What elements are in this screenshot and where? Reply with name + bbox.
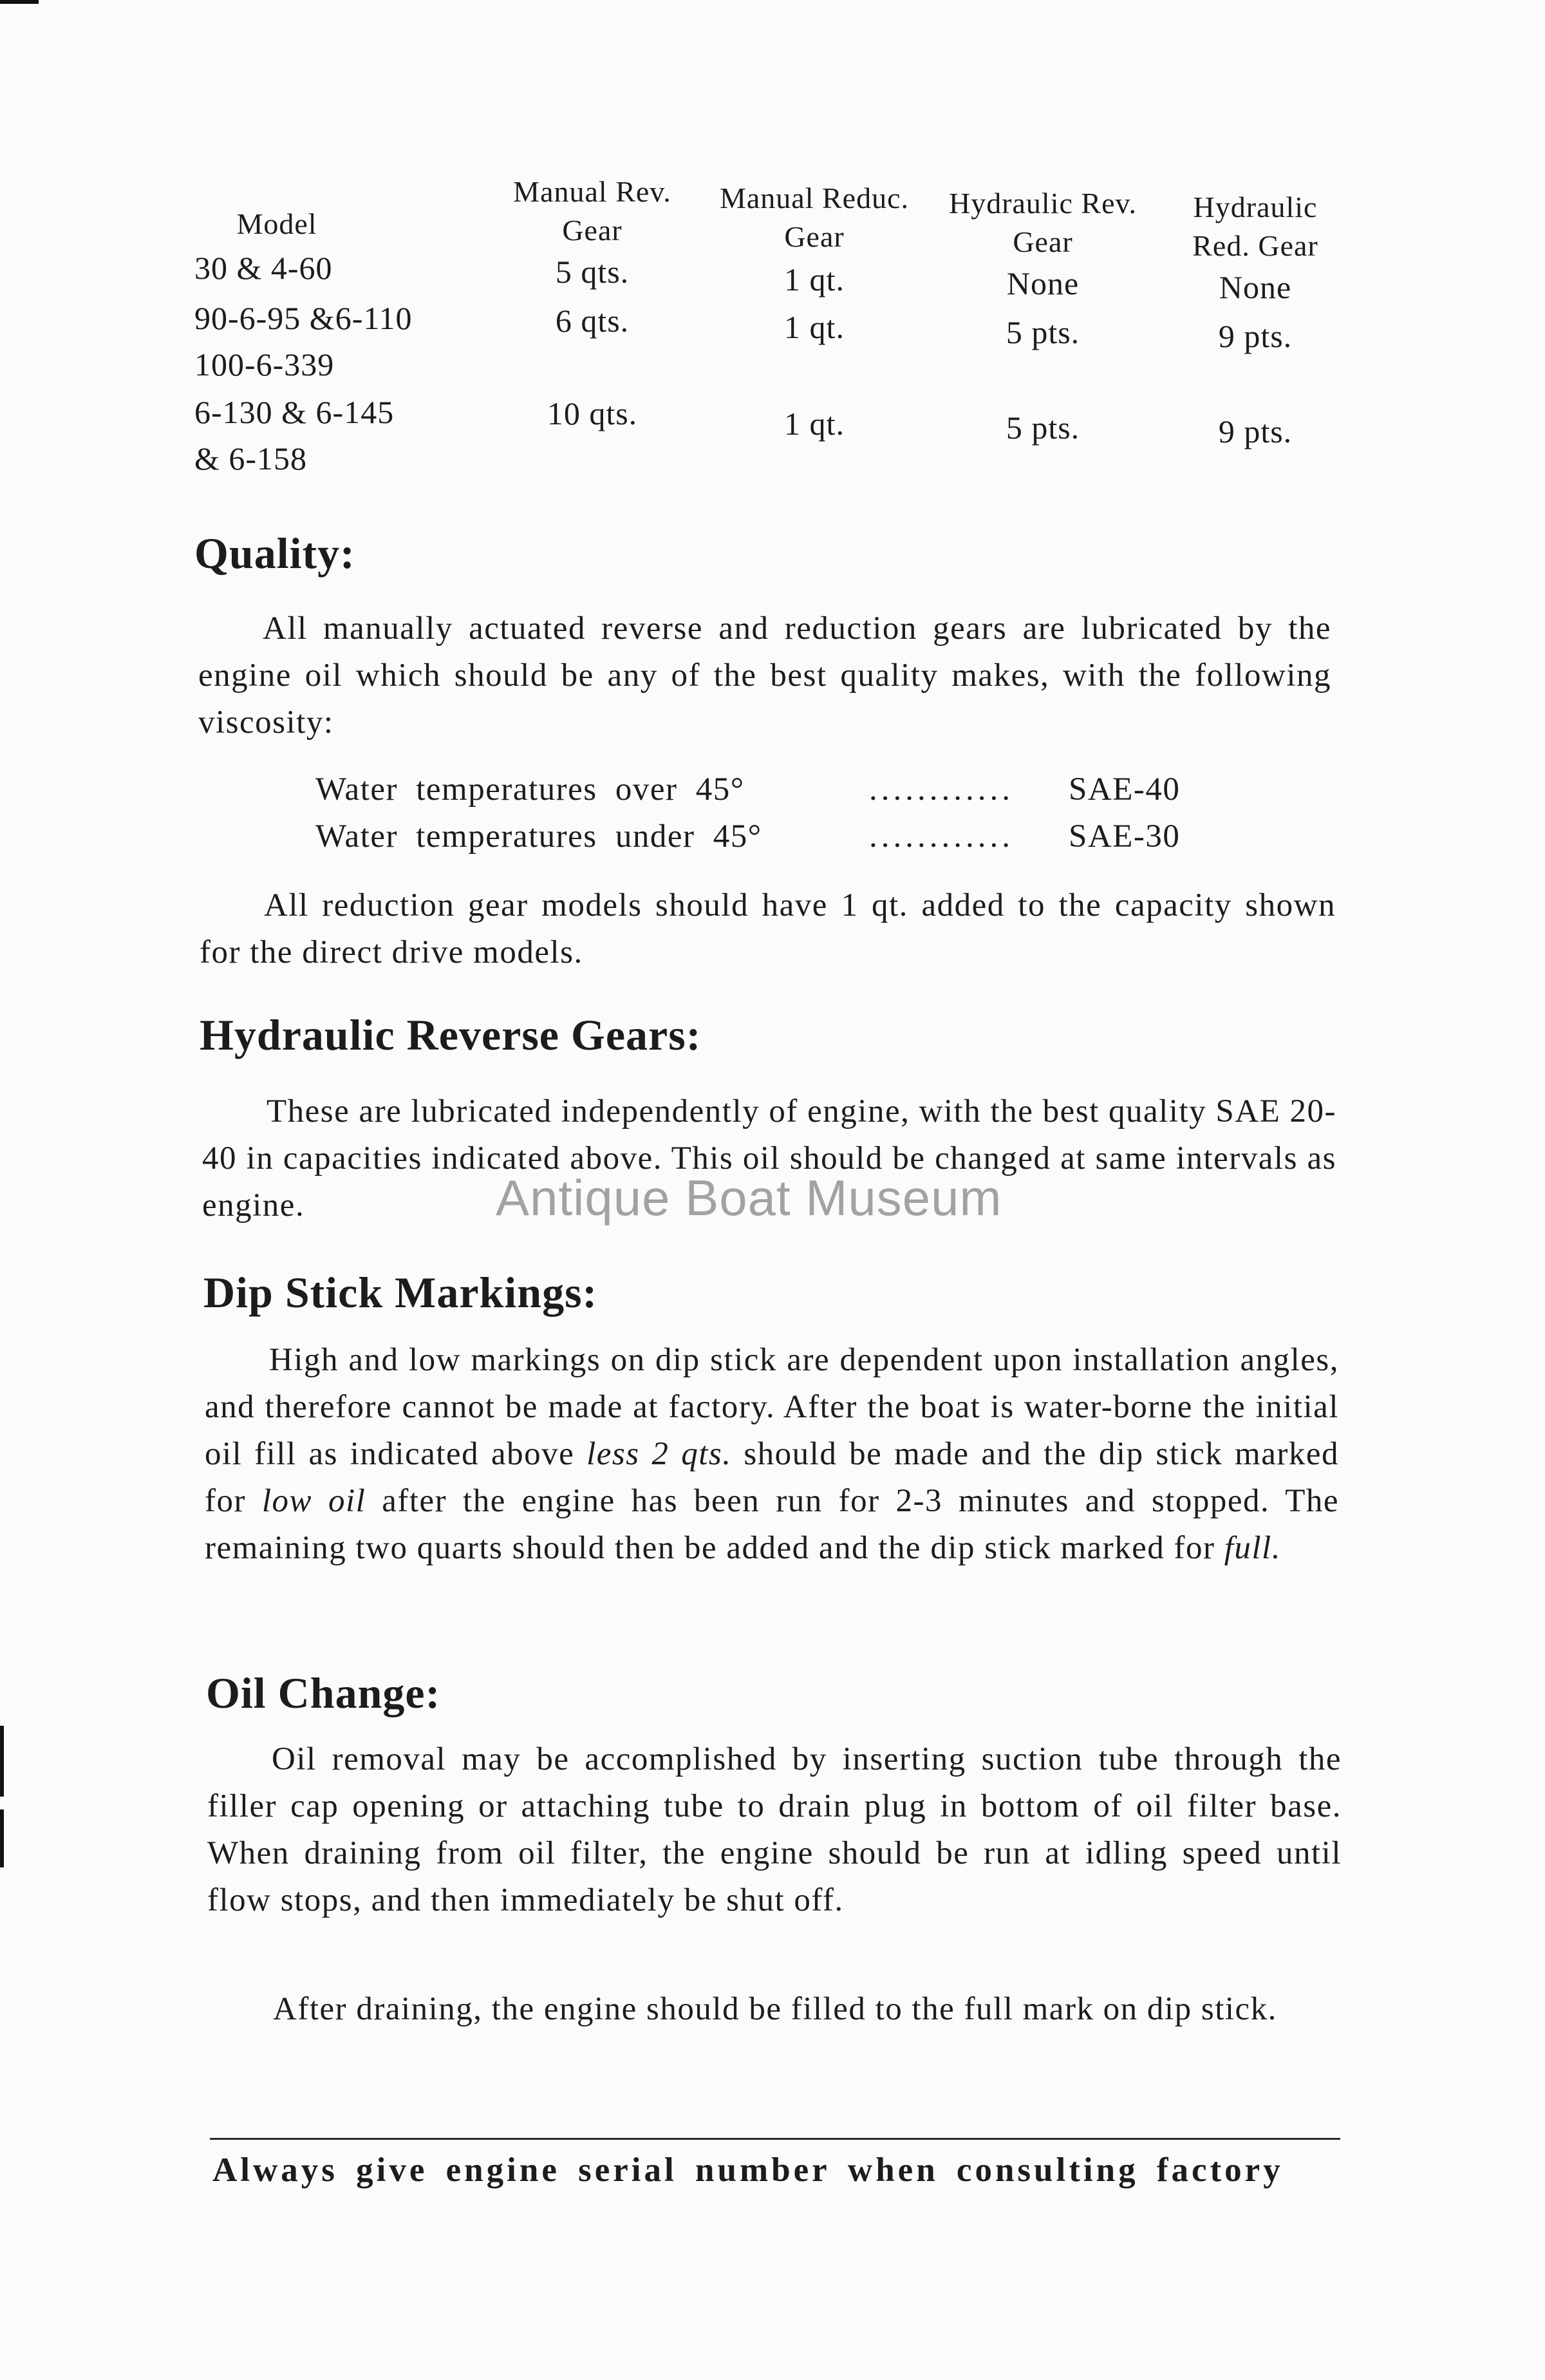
oil-change-para-2: After draining, the engine should be filled to the full mark on dip stick. xyxy=(273,1991,1277,2027)
scan-edge-mark xyxy=(0,1726,4,1797)
table-cell-hydraulic-red: 9 pts. xyxy=(1218,318,1293,354)
viscosity-leader: ............ xyxy=(869,771,1014,808)
quality-heading: Quality: xyxy=(194,529,355,578)
quality-note: All reduction gear models should have 1 qt. added to the capacity shown for the direct drive models. xyxy=(200,887,1336,970)
viscosity-row xyxy=(315,766,1180,813)
table-header-hydraulic-red xyxy=(1159,188,1352,265)
table-header-hydraulic-rev xyxy=(927,184,1159,261)
footer-divider xyxy=(210,2138,1340,2140)
quality-intro: All manually actuated reverse and reduction gears are lubricated by the engine oil which should be any of the best quality makes, with the following viscosity: xyxy=(198,610,1331,741)
footer-note: Always give engine serial number when consulting factory xyxy=(212,2151,1284,2189)
oil-change-heading: Oil Change: xyxy=(206,1668,441,1717)
oil-change-para-1: Oil removal may be accomplished by inserting suction tube through the filler cap opening or attaching tube to drain plug in bottom of oil filter base. When draining from oil filter, the engine should be run at idling speed until flow stops, and then immediately be shut off. xyxy=(207,1741,1342,1918)
hydraulic-text: These are lubricated independently of engine, with the best quality SAE 20-40 in capacities indicated above. This oil should be changed at same intervals as engine. xyxy=(202,1093,1336,1223)
table-cell-hydraulic-red: None xyxy=(1219,269,1292,305)
header-line: Gear xyxy=(562,213,623,247)
emphasis-less-2-qts: less 2 qts. xyxy=(586,1436,732,1472)
header-line: Manual Reduc. xyxy=(719,182,910,214)
table-cell-manual-reduc: 1 qt. xyxy=(784,309,845,345)
table-cell-hydraulic-rev: 5 pts. xyxy=(1006,314,1080,350)
dipstick-text: High and low markings on dip stick are dependent upon installation angles, and therefore cannot be made at factory. After the boat is water-borne the initial oil fill as indicated above less 2 qts. should be made and the dip stick marked for low oil after the engine has been run for 2-3 minutes and stopped. The remaining two quarts should then be added and the dip stick marked for full. xyxy=(205,1342,1340,1566)
header-line: Hydraulic Rev. xyxy=(948,187,1138,220)
table-cell-manual-reduc: 1 qt. xyxy=(784,261,845,298)
viscosity-row xyxy=(315,813,1180,860)
table-header-manual-rev xyxy=(489,173,695,250)
viscosity-grade: SAE-40 xyxy=(1069,771,1181,808)
table-cell-manual-rev: 6 qts. xyxy=(555,303,630,339)
emphasis-low-oil: low oil xyxy=(261,1483,366,1519)
table-cell-manual-reduc: 1 qt. xyxy=(784,406,845,442)
header-line: Gear xyxy=(784,220,845,253)
table-header-model xyxy=(193,205,360,243)
hydraulic-heading: Hydraulic Reverse Gears: xyxy=(200,1010,702,1059)
table-cell-hydraulic-red: 9 pts. xyxy=(1218,413,1293,449)
viscosity-condition: Water temperatures over 45° xyxy=(315,771,745,808)
header-line: Red. Gear xyxy=(1192,229,1318,262)
viscosity-condition: Water temperatures under 45° xyxy=(315,818,762,855)
table-header-manual-reduc xyxy=(695,179,933,256)
header-line: Manual Rev. xyxy=(513,175,671,208)
table-cell-model: 90-6-95 &6-110 100-6-339 xyxy=(194,300,413,382)
table-cell-model: 30 & 4-60 xyxy=(194,250,333,286)
scan-corner-mark xyxy=(0,0,39,4)
watermark-text: Antique Boat Museum xyxy=(496,1169,1002,1226)
table-cell-manual-rev: 10 qts. xyxy=(547,395,638,431)
viscosity-leader: ............ xyxy=(869,818,1014,855)
scan-edge-mark xyxy=(0,1809,4,1867)
table-cell-manual-rev: 5 qts. xyxy=(555,254,630,290)
header-line: Gear xyxy=(1013,225,1073,258)
table-cell-hydraulic-rev: 5 pts. xyxy=(1006,410,1080,446)
table-cell-model: 6-130 & 6-145 & 6-158 xyxy=(194,394,395,477)
viscosity-grade: SAE-30 xyxy=(1069,818,1181,855)
dipstick-heading: Dip Stick Markings: xyxy=(203,1268,598,1317)
table-cell-hydraulic-rev: None xyxy=(1006,265,1080,301)
header-line: Model xyxy=(236,207,317,240)
emphasis-full: full. xyxy=(1224,1530,1281,1566)
header-line: Hydraulic xyxy=(1193,191,1318,223)
